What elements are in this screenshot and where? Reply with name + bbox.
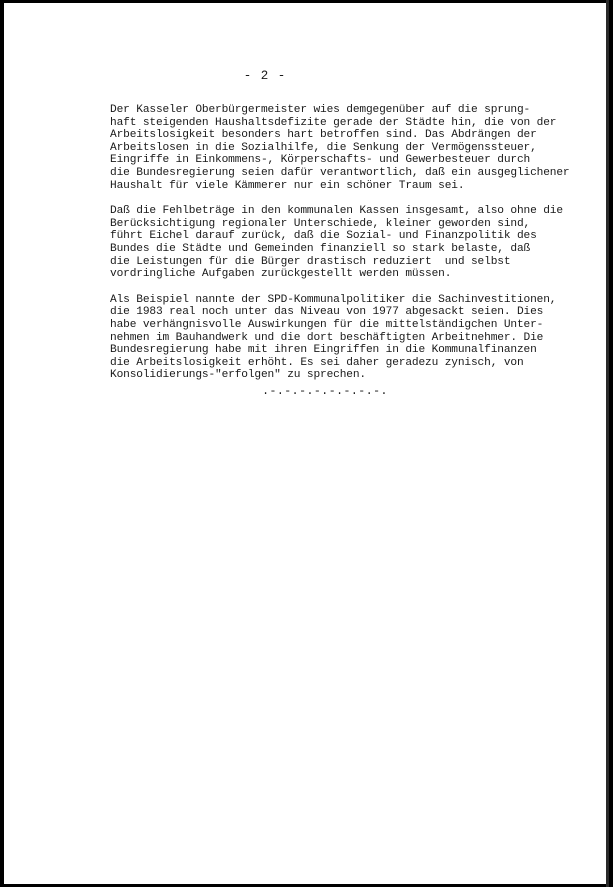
text-line: vordringliche Aufgaben zurückgestellt werden müssen. bbox=[110, 268, 452, 281]
text-line: Der Kasseler Oberbürgermeister wies demgegenüber auf die sprung- bbox=[110, 104, 531, 116]
paragraph-3 bbox=[110, 294, 570, 382]
text-line: Haushalt für viele Kämmerer nur ein schöner Traum sei. bbox=[110, 179, 465, 192]
page-number: - 2 - bbox=[243, 69, 287, 83]
paragraph-2 bbox=[110, 205, 570, 281]
text-line: die 1983 real noch unter das Niveau von 1977 abgesackt seien. Dies bbox=[110, 306, 544, 319]
document-body bbox=[110, 104, 570, 395]
text-line: haft steigenden Haushaltsdefizite gerade der Städte hin, die von der bbox=[110, 116, 557, 129]
paragraph-1 bbox=[110, 104, 570, 192]
text-line: die Arbeitslosigkeit erhöht. Es sei daher geradezu zynisch, von bbox=[110, 356, 524, 369]
text-line: führt Eichel darauf zurück, daß die Sozial- und Finanzpolitik des bbox=[110, 230, 537, 243]
text-line: Konsolidierungs-"erfolgen" zu sprechen. bbox=[110, 369, 366, 382]
text-line: die Leistungen für die Bürger drastisch reduziert und selbst bbox=[110, 255, 511, 268]
text-line: Bundes die Städte und Gemeinden finanziell so stark belaste, daß bbox=[110, 242, 531, 255]
text-line: Arbeitslosigkeit besonders hart betroffen sind. Das Abdrängen der bbox=[110, 129, 537, 142]
text-line: Berücksichtigung regionaler Unterschiede, kleiner geworden sind, bbox=[110, 217, 531, 230]
text-line: Arbeitslosen in die Sozialhilfe, die Senkung der Vermögenssteuer, bbox=[110, 141, 537, 154]
end-separator: .-.-.-.-.-.-.-.-. bbox=[262, 385, 388, 398]
text-line: Daß die Fehlbeträge in den kommunalen Kassen insgesamt, also ohne die bbox=[110, 205, 563, 218]
text-line: habe verhängnisvolle Auswirkungen für die mittelständigchen Unter- bbox=[110, 318, 544, 331]
text-line: Bundesregierung habe mit ihren Eingriffen in die Kommunalfinanzen bbox=[110, 344, 537, 357]
text-line: die Bundesregierung seien dafür verantwortlich, daß ein ausgeglichener bbox=[110, 166, 570, 179]
text-line: Eingriffe in Einkommens-, Körperschafts- und Gewerbesteuer durch bbox=[110, 154, 531, 167]
text-line: Als Beispiel nannte der SPD-Kommunalpolitiker die Sachinvestitionen, bbox=[110, 293, 557, 306]
text-line: nehmen im Bauhandwerk und die dort beschäftigten Arbeitnehmer. Die bbox=[110, 331, 544, 344]
scan-edge bbox=[606, 0, 609, 887]
